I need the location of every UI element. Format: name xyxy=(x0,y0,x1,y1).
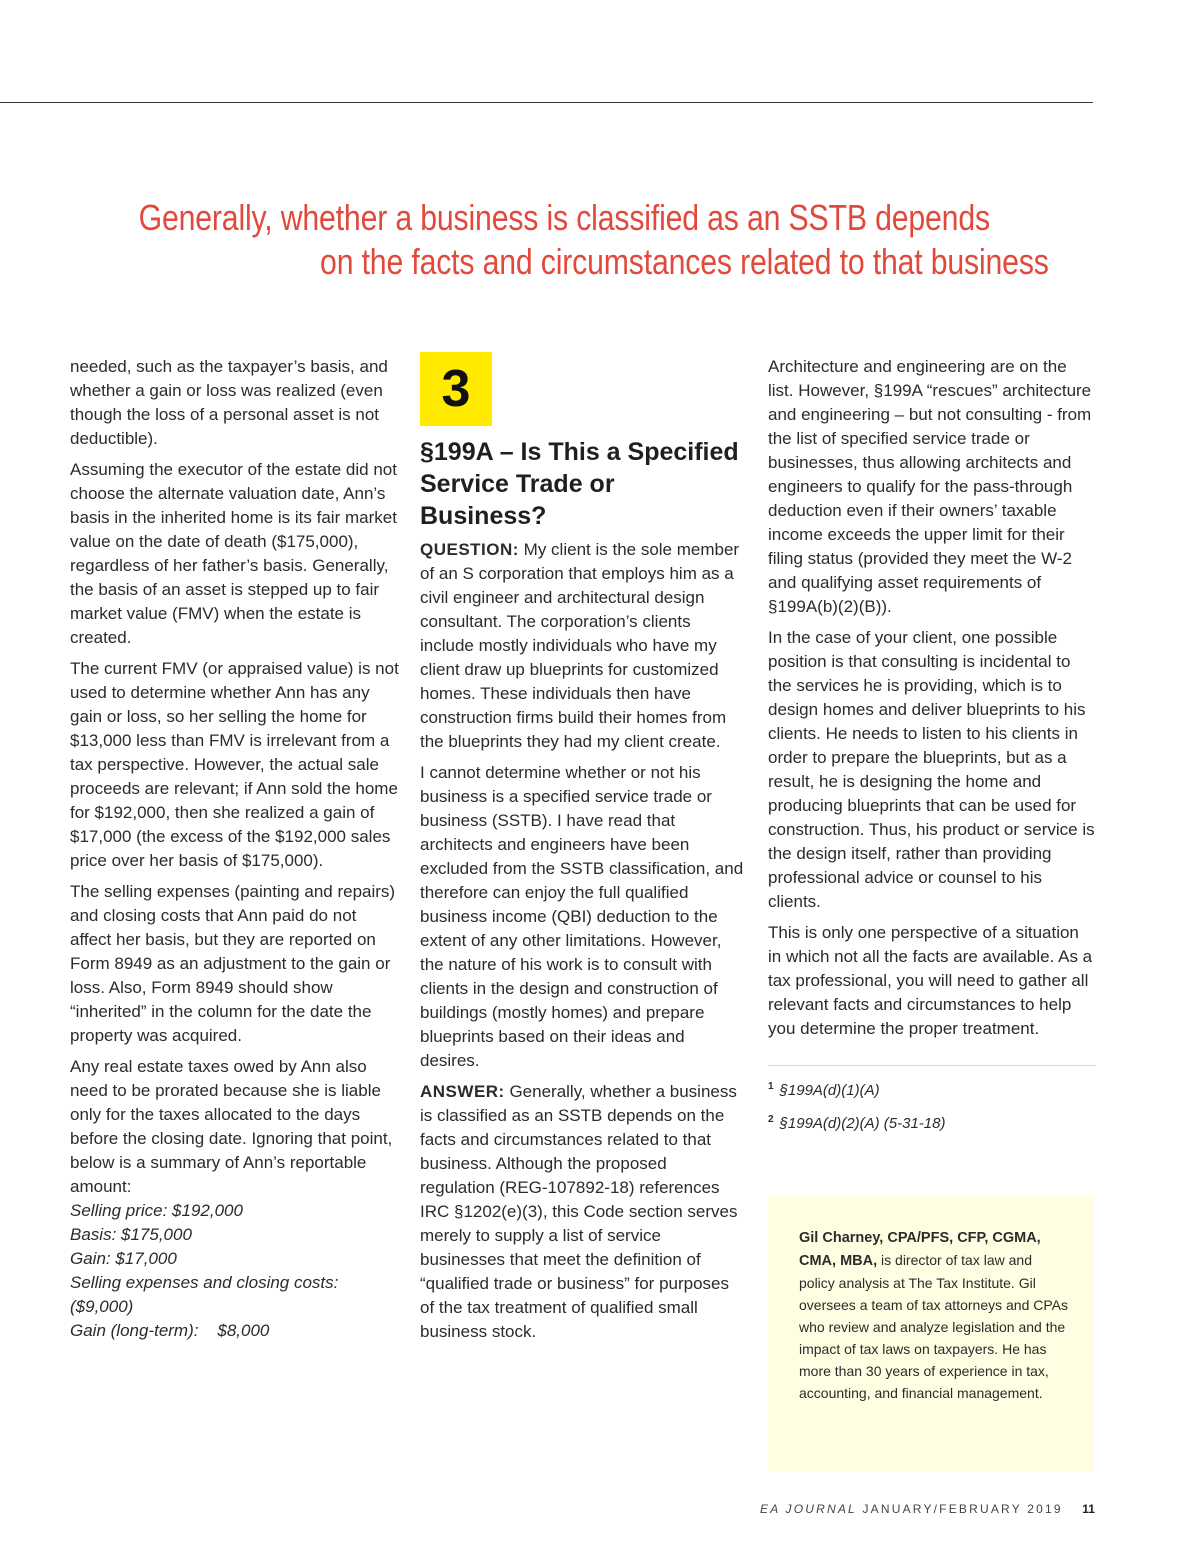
author-name: Gil Charney, CPA/PFS, CFP, CGMA, CMA, MBA, xyxy=(799,1230,1041,1269)
question-text: My client is the sole member of an S corporation that employs him as a civil engineer and architectural design consultant. The corporation’s clients include mostly individuals who have my client draw up blueprints for customized homes. These individuals then have construction firms build their homes from the blueprints they had my client create. xyxy=(420,540,740,751)
answer-text: Generally, whether a business is classified as an SSTB depends on the facts and circumstances related to that business. Although the proposed regulation (REG-107892-18) references IRC §1202(e)(3), this Code section serves merely to supply a list of service businesses that meet the definition of “qualified trade or business” for purposes of the tax treatment of qualified small business stock. xyxy=(420,1082,738,1341)
footnote xyxy=(768,1109,1096,1135)
column-right xyxy=(768,355,1096,1142)
author-bio-box xyxy=(768,1196,1094,1472)
paragraph: Architecture and engineering are on the list. However, §199A “rescues” architecture and engineering – but not consulting - from the list of specified service trade or businesses, thus allowing architects and engineers to qualify for the pass-through deduction even if their owners’ taxable income exceeds the upper limit for their filing status (provided they meet the W-2 and qualifying asset requirements of §199A(b)(2)(B)). xyxy=(768,357,1092,616)
footnote-text: §199A(d)(2)(A) (5-31-18) xyxy=(779,1115,946,1132)
author-bio-text: is director of tax law and policy analysis at The Tax Institute. Gil oversees a team of tax attorneys and CPAs who review and analyze legislation and the impact of tax laws on taxpayers. He has more than 30 years of experience in tax, accounting, and financial management. xyxy=(799,1252,1068,1401)
paragraph: needed, such as the taxpayer’s basis, and whether a gain or loss was realized (even though the loss of a personal asset is not deductible). xyxy=(70,357,388,448)
page-footer xyxy=(760,1502,1120,1516)
question-paragraph xyxy=(420,538,745,754)
summary-line-selling-expenses: Selling expenses and closing costs: ($9,000) xyxy=(70,1273,339,1316)
answer-label: ANSWER: xyxy=(420,1082,505,1101)
pull-quote-line-2: on the facts and circumstances related to that business xyxy=(320,241,1049,282)
pull-quote-line-1: Generally, whether a business is classified as an SSTB depends xyxy=(138,197,990,238)
summary-line-basis: Basis: $175,000 xyxy=(70,1225,192,1244)
paragraph xyxy=(70,1055,400,1343)
issue-date: JANUARY/FEBRUARY 2019 xyxy=(862,1502,1063,1516)
column-left xyxy=(70,355,400,1343)
paragraph: In the case of your client, one possible position is that consulting is incidental to the services he is providing, which is to design homes and deliver blueprints to his clients. He needs to listen to his clients in order to prepare the blueprints, but as a result, he is designing the home and producing blueprints that can be used for construction. Thus, his product or service is the design itself, rather than providing professional advice or counsel to his clients. xyxy=(768,628,1095,911)
column-middle xyxy=(420,352,745,1351)
paragraph: The current FMV (or appraised value) is not used to determine whether Ann has any gain or loss, so her selling the home for $13,000 less than FMV is irrelevant from a tax perspective. However, the actual sale proceeds are relevant; if Ann sold the home for $192,000, then she realized a gain of $17,000 (the excess of the $192,000 sales price over her basis of $175,000). xyxy=(70,659,399,870)
paragraph: I cannot determine whether or not his business is a specified service trade or business (SSTB). I have read that architects and engineers have been excluded from the SSTB classification, and therefore can enjoy the full qualified business income (QBI) deduction to the extent of any other limitations. However, the nature of his work is to consult with clients in the design and construction of buildings (mostly homes) and prepare blueprints based on their ideas and desires. xyxy=(420,763,744,1070)
footnote-mark: 2 xyxy=(768,1114,774,1125)
summary-line-gain: Gain: $17,000 xyxy=(70,1249,177,1268)
magazine-name: EA JOURNAL xyxy=(760,1502,857,1516)
footnote-divider xyxy=(768,1065,1096,1066)
paragraph: The selling expenses (painting and repairs) and closing costs that Ann paid do not affect her basis, but they are reported on Form 8949 as an adjustment to the gain or loss. Also, Form 8949 should show “inherited” in the column for the date the property was acquired. xyxy=(70,882,396,1045)
answer-paragraph xyxy=(420,1080,745,1344)
footnote-mark: 1 xyxy=(768,1081,774,1092)
summary-line-selling-price: Selling price: $192,000 xyxy=(70,1201,243,1220)
question-label: QUESTION: xyxy=(420,540,519,559)
footnote-text: §199A(d)(1)(A) xyxy=(779,1082,880,1099)
paragraph: Assuming the executor of the estate did not choose the alternate valuation date, Ann’s basis in the inherited home is its fair market value on the date of death ($175,000), regardless of her father’s basis. Generally, the basis of an asset is stepped up to fair market value (FMV) when the estate is created. xyxy=(70,460,397,647)
footnote xyxy=(768,1076,1096,1102)
paragraph: This is only one perspective of a situation in which not all the facts are available. As a tax professional, you will need to gather all relevant facts and circumstances to help you determine the proper treatment. xyxy=(768,923,1093,1038)
section-title: §199A – Is This a Specified Service Trade or Business? xyxy=(420,438,739,530)
paragraph-text: Any real estate taxes owed by Ann also need to be prorated because she is liable only for the taxes allocated to the days before the closing date. Ignoring that point, below is a summary of Ann’s reportable amount: xyxy=(70,1057,393,1196)
summary-line-long-term-gain: Gain (long-term): $8,000 xyxy=(70,1321,270,1340)
top-rule xyxy=(0,102,1093,103)
page-number: 11 xyxy=(1082,1502,1095,1516)
section-number-badge: 3 xyxy=(420,352,492,426)
